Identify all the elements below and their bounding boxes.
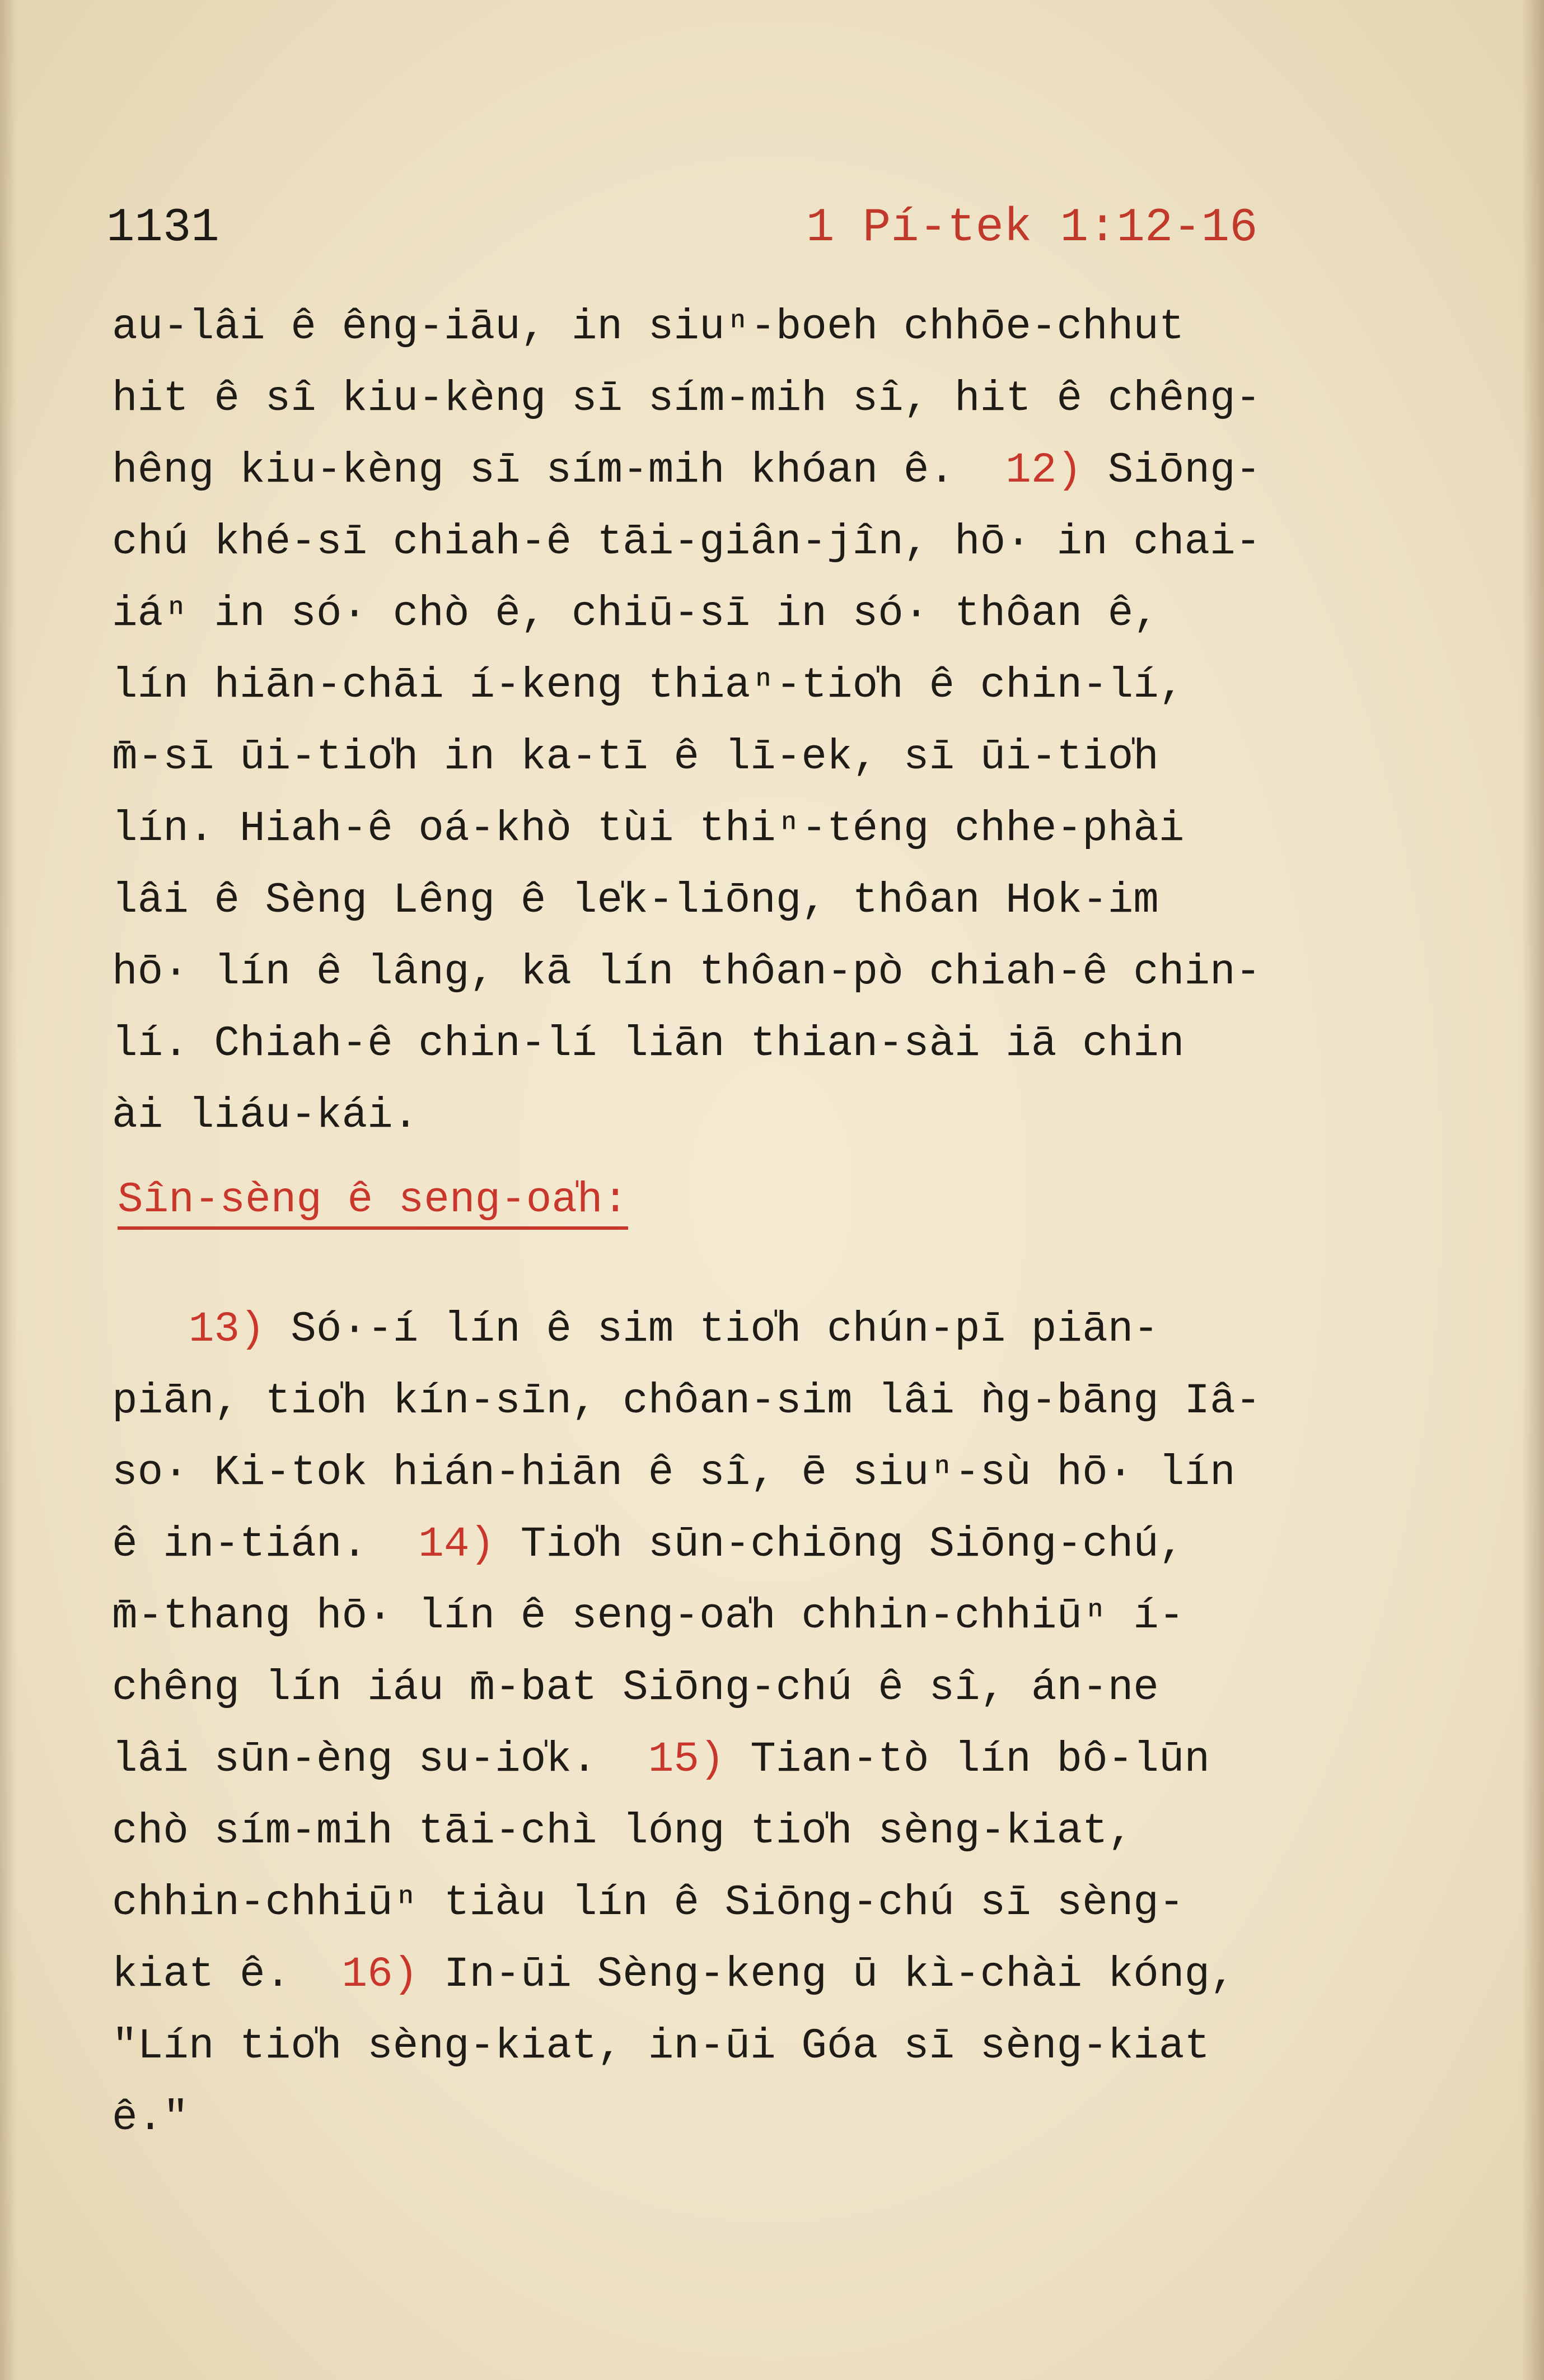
text-line bbox=[112, 1795, 1400, 1867]
text-line bbox=[112, 793, 1400, 865]
line-text: kiat ê. bbox=[112, 1950, 342, 1999]
line-text: hō· lín ê lâng, kā lín thôan-pò chiah-ê chin- bbox=[112, 948, 1261, 996]
line-text: Tio̍h sūn-chiōng Siōng-chú, bbox=[495, 1520, 1185, 1569]
line-text: hit ê sî kiu-kèng sī sím-mih sî, hit ê chêng- bbox=[112, 375, 1261, 423]
line-text: lín hiān-chāi í-keng thiaⁿ-tio̍h ê chin-lí, bbox=[112, 661, 1185, 710]
line-text: lín. Hiah-ê oá-khò tùi thiⁿ-téng chhe-phài bbox=[112, 805, 1185, 853]
line-text: chú khé-sī chiah-ê tāi-giân-jîn, hō· in chai- bbox=[112, 518, 1261, 566]
line-text: chêng lín iáu m̄-bat Siōng-chú ê sî, án-ne bbox=[112, 1664, 1159, 1712]
text-line bbox=[112, 291, 1400, 363]
text-line bbox=[112, 1867, 1400, 1939]
text-line bbox=[112, 1437, 1400, 1509]
text-line bbox=[112, 2010, 1400, 2082]
section-heading: Sîn-sèng ê seng-oa̍h: bbox=[118, 1176, 628, 1230]
text-line bbox=[112, 1724, 1400, 1795]
page-number: 1131 bbox=[106, 202, 219, 255]
text-line bbox=[112, 1365, 1400, 1437]
verse-number: 16) bbox=[341, 1950, 419, 1999]
line-text: ê in-tián. bbox=[112, 1520, 419, 1569]
verse-number: 13) bbox=[188, 1305, 265, 1354]
text-line bbox=[112, 2082, 1400, 2154]
text-line bbox=[112, 865, 1400, 936]
text-line bbox=[112, 435, 1400, 506]
text-line bbox=[112, 650, 1400, 721]
text-line bbox=[112, 1080, 1400, 1151]
text-line bbox=[112, 1509, 1400, 1580]
page-header bbox=[106, 202, 1271, 263]
line-text: hêng kiu-kèng sī sím-mih khóan ê. bbox=[112, 446, 1006, 494]
page-shadow-right bbox=[1522, 0, 1544, 2380]
line-text: In-ūi Sèng-keng ū kì-chài kóng, bbox=[418, 1950, 1236, 1999]
line-text: "Lín tio̍h sèng-kiat, in-ūi Góa sī sèng-kiat bbox=[112, 2022, 1210, 2070]
text-line bbox=[112, 721, 1400, 793]
line-text: lâi sūn-èng su-io̍k. bbox=[112, 1735, 648, 1784]
line-text: Tian-tò lín bô-lūn bbox=[724, 1735, 1210, 1784]
line-text: ài liáu-kái. bbox=[112, 1091, 419, 1140]
text-line bbox=[112, 1580, 1400, 1652]
line-text: piān, tio̍h kín-sīn, chôan-sim lâi ǹg-bāng Iâ- bbox=[112, 1377, 1261, 1425]
line-text: iáⁿ in só· chò ê, chiū-sī in só· thôan ê, bbox=[112, 590, 1159, 638]
text-line bbox=[112, 1008, 1400, 1080]
line-text: au-lâi ê êng-iāu, in siuⁿ-boeh chhōe-chhut bbox=[112, 303, 1185, 351]
line-text: chò sím-mih tāi-chì lóng tio̍h sèng-kiat, bbox=[112, 1807, 1134, 1855]
line-text: ê." bbox=[112, 2094, 189, 2142]
text-line bbox=[112, 578, 1400, 650]
text-line bbox=[112, 506, 1400, 578]
line-text: Só·-í lín ê sim tio̍h chún-pī piān- bbox=[265, 1305, 1159, 1354]
verse-number: 15) bbox=[648, 1735, 725, 1784]
verse-number: 14) bbox=[418, 1520, 495, 1569]
text-line bbox=[112, 936, 1400, 1008]
paragraph-2 bbox=[112, 1294, 1400, 2154]
running-title: 1 Pí-tek 1:12-16 bbox=[806, 202, 1258, 255]
text-line bbox=[112, 1939, 1400, 2010]
paragraph-1 bbox=[112, 291, 1400, 1151]
line-text: lí. Chiah-ê chin-lí liān thian-sài iā chin bbox=[112, 1020, 1185, 1068]
line-text: so· Ki-tok hián-hiān ê sî, ē siuⁿ-sù hō· lín bbox=[112, 1449, 1236, 1497]
line-text: m̄-sī ūi-tio̍h in ka-tī ê lī-ek, sī ūi-tio̍h bbox=[112, 733, 1159, 781]
text-line bbox=[112, 1652, 1400, 1724]
line-text: lâi ê Sèng Lêng ê le̍k-liōng, thôan Hok-im bbox=[112, 876, 1159, 925]
page-shadow-left bbox=[0, 0, 17, 2380]
text-line bbox=[112, 1294, 1400, 1365]
line-text: m̄-thang hō· lín ê seng-oa̍h chhin-chhiūⁿ í- bbox=[112, 1592, 1185, 1640]
line-text: Siōng- bbox=[1082, 446, 1261, 494]
line-text bbox=[112, 1305, 189, 1354]
line-text: chhin-chhiūⁿ tiàu lín ê Siōng-chú sī sèng- bbox=[112, 1879, 1185, 1927]
text-line bbox=[112, 363, 1400, 435]
verse-number: 12) bbox=[1005, 446, 1083, 494]
